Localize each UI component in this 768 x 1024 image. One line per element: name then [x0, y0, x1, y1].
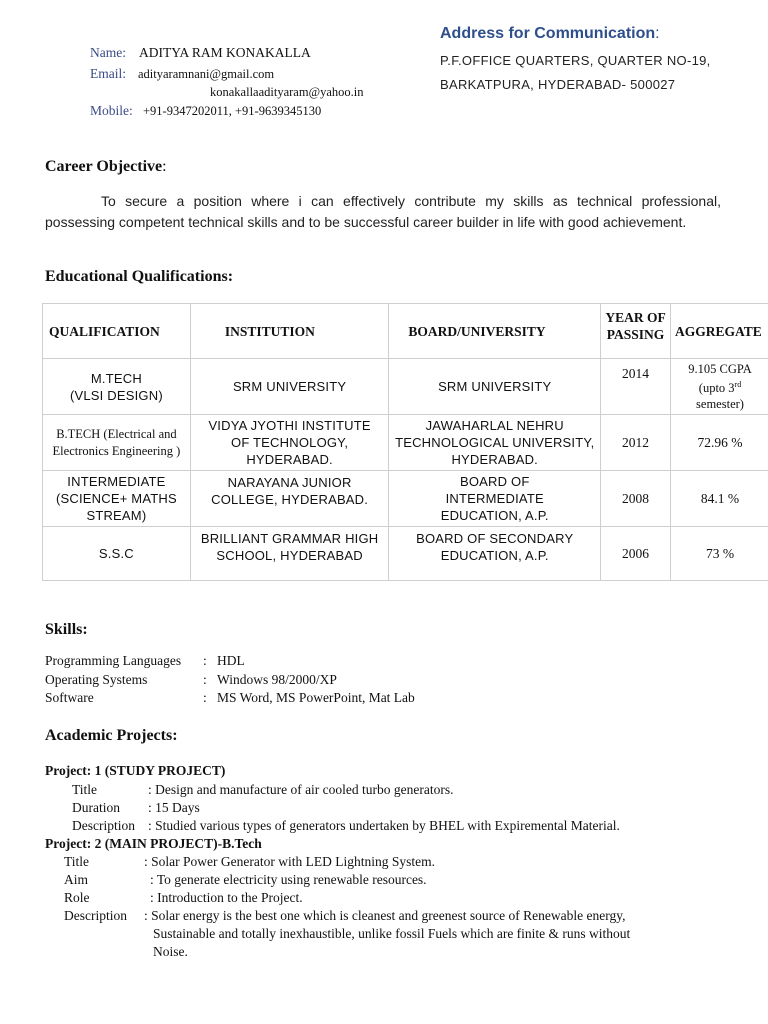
aggregate-note-line: semester)	[696, 397, 744, 412]
education-heading: Educational Qualifications:	[45, 268, 234, 285]
skill-separator: :	[203, 690, 207, 705]
aggregate-cell: 84.1 %	[671, 471, 768, 527]
project-field-value: : Solar energy is the best one which is cleanest and greenest source of Renewable energy,	[144, 908, 626, 923]
project-field-label: Description	[64, 908, 127, 923]
skills-heading: Skills:	[45, 621, 88, 638]
institution-cell	[190, 415, 389, 471]
project-field-label: Aim	[64, 872, 89, 887]
board-cell	[389, 415, 601, 471]
mobile-label: Mobile:	[90, 103, 133, 118]
project-field-label: Title	[72, 782, 98, 797]
header-board: BOARD/UNIVERSITY	[389, 304, 601, 359]
project-field-label: Description	[72, 818, 135, 833]
aggregate-cell	[671, 359, 768, 415]
address-heading	[440, 25, 660, 43]
institution-line: COLLEGE, HYDERABAD.	[211, 492, 369, 507]
table-row	[43, 415, 768, 471]
institution-line: OF TECHNOLOGY,	[231, 435, 349, 450]
header-year-line-1: YEAR OF	[605, 310, 666, 325]
project-field-label: Role	[64, 890, 90, 905]
board-cell	[389, 471, 601, 527]
project-field	[72, 817, 620, 835]
aggregate-note-text: (upto 3	[698, 381, 735, 396]
qualification-line: M.TECH	[90, 370, 142, 386]
institution-line: HYDERABAD.	[246, 452, 333, 467]
qualification-line: STREAM)	[86, 508, 147, 523]
header-aggregate: AGGREGATE	[671, 304, 768, 359]
skill-separator: :	[203, 671, 207, 687]
project-2-details	[64, 853, 630, 961]
project-field-value: : Introduction to the Project.	[150, 890, 303, 905]
board-line: INTERMEDIATE	[445, 491, 544, 506]
project-1-title: Project: 1 (STUDY PROJECT)	[45, 763, 226, 778]
name-label: Name:	[90, 45, 126, 60]
board-cell	[389, 527, 601, 581]
table-header-row	[43, 304, 768, 359]
table-row	[43, 359, 768, 415]
academic-projects-heading: Academic Projects:	[45, 727, 178, 744]
skill-value: HDL	[217, 653, 245, 668]
qualification-line: INTERMEDIATE	[67, 474, 166, 489]
address-title: Address for Communication	[440, 25, 656, 42]
skills-list	[45, 652, 415, 708]
email-label: Email:	[90, 66, 126, 81]
header-qualification: QUALIFICATION	[43, 304, 191, 359]
project-field-value: : 15 Days	[148, 800, 200, 815]
skill-row	[45, 671, 415, 690]
career-objective-heading	[45, 158, 167, 176]
header-year-line-2: PASSING	[606, 327, 665, 342]
project-field-label: Title	[64, 854, 90, 869]
skill-value: Windows 98/2000/XP	[217, 671, 337, 687]
project-2-title: Project: 2 (MAIN PROJECT)-B.Tech	[45, 836, 262, 851]
mobile-numbers: +91-9347202011, +91-9639345130	[143, 104, 322, 118]
qualification-cell	[43, 471, 191, 527]
board-line: EDUCATION, A.P.	[440, 508, 549, 523]
board-line: JAWAHARLAL NEHRU	[425, 418, 564, 433]
qualification-line: B.TECH (Electrical and	[56, 426, 177, 441]
institution-line: VIDYA JYOTHI INSTITUTE	[208, 418, 371, 433]
header-institution: INSTITUTION	[190, 304, 389, 359]
table-row	[43, 527, 768, 581]
project-field-value: : Studied various types of generators undertaken by BHEL with Expiremental Material.	[148, 818, 620, 833]
table-row	[43, 471, 768, 527]
institution-line: NARAYANA JUNIOR	[227, 475, 352, 490]
aggregate-cell: 73 %	[671, 527, 768, 581]
board-line: HYDERABAD.	[451, 452, 538, 467]
year-cell: 2014	[601, 359, 671, 415]
project-description-continuation: Noise.	[153, 944, 188, 959]
year-cell: 2006	[601, 527, 671, 581]
header-year	[601, 304, 671, 359]
career-objective-text: To secure a position where i can effectively contribute my skills as technical professional, possessing competent technical skills and to be successful career builder in life with good achievement.	[45, 193, 721, 230]
qualification-cell	[43, 415, 191, 471]
year-cell: 2012	[601, 415, 671, 471]
project-field-value: : Design and manufacture of air cooled turbo generators.	[148, 782, 454, 797]
project-field	[64, 889, 630, 907]
project-field	[64, 853, 630, 871]
project-field-label: Duration	[72, 800, 120, 815]
institution-line: BRILLIANT GRAMMAR HIGH	[200, 531, 379, 546]
career-heading-colon: :	[162, 158, 167, 175]
institution-cell: SRM UNIVERSITY	[190, 359, 389, 415]
board-cell: SRM UNIVERSITY	[389, 359, 601, 415]
skill-value: MS Word, MS PowerPoint, Mat Lab	[217, 690, 415, 705]
aggregate-note-sup: rd	[734, 379, 742, 389]
project-field	[64, 871, 630, 889]
board-line: BOARD OF	[459, 474, 530, 489]
project-description-continuation: Sustainable and totally inexhaustible, unlike fossil Fuels which are finite & runs without	[153, 926, 631, 941]
project-1-details	[72, 781, 620, 835]
skill-row	[45, 652, 415, 671]
address-line-1: P.F.OFFICE QUARTERS, QUARTER NO-19,	[440, 53, 711, 68]
aggregate-note	[673, 377, 767, 396]
skill-row	[45, 689, 415, 708]
qualification-line: (VLSI DESIGN)	[69, 387, 163, 403]
board-line: EDUCATION, A.P.	[440, 548, 549, 563]
qualification-line: Electronics Engineering )	[52, 443, 181, 458]
email-secondary: konakallaadityaram@yahoo.in	[210, 85, 364, 99]
project-field-value: : To generate electricity using renewable resources.	[150, 872, 427, 887]
qualification-cell: S.S.C	[43, 527, 191, 581]
skill-separator: :	[203, 653, 207, 668]
skill-label: Programming Languages	[45, 653, 182, 668]
email-primary: adityaramnani@gmail.com	[138, 67, 275, 81]
qualification-line: (SCIENCE+ MATHS	[55, 491, 177, 506]
project-field	[72, 799, 620, 817]
applicant-name: ADITYA RAM KONAKALLA	[139, 45, 311, 60]
project-field	[64, 907, 630, 925]
address-line-2: BARKATPURA, HYDERABAD- 500027	[440, 77, 676, 92]
institution-cell	[190, 471, 389, 527]
aggregate-cell: 72.96 %	[671, 415, 768, 471]
qualification-cell	[43, 359, 191, 415]
institution-cell	[190, 527, 389, 581]
skill-label: Operating Systems	[45, 671, 148, 687]
career-heading-text: Career Objective	[45, 158, 163, 175]
education-table	[42, 303, 768, 581]
year-cell: 2008	[601, 471, 671, 527]
address-colon: :	[655, 25, 660, 42]
board-line: BOARD OF SECONDARY	[416, 531, 574, 546]
project-field	[72, 781, 620, 799]
institution-line: SCHOOL, HYDERABAD	[216, 548, 363, 563]
skill-label: Software	[45, 690, 94, 705]
board-line: TECHNOLOGICAL UNIVERSITY,	[395, 435, 595, 450]
aggregate-value: 9.105 CGPA	[688, 361, 752, 376]
project-field-value: : Solar Power Generator with LED Lightning System.	[144, 854, 435, 869]
